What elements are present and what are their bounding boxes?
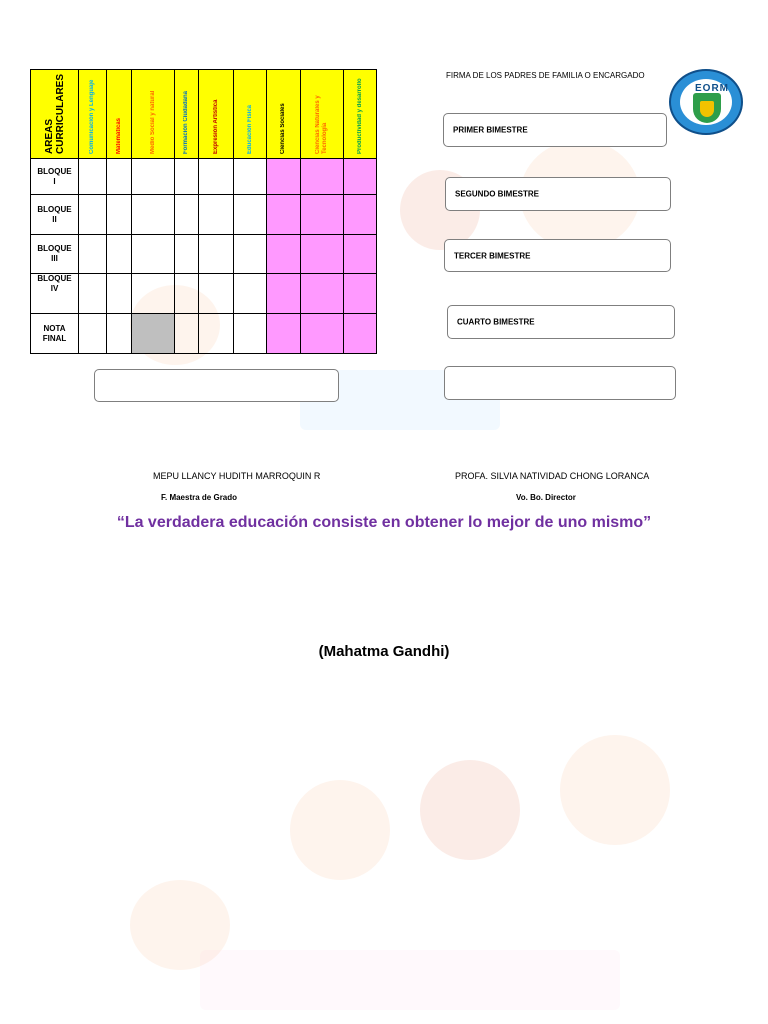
grade-cell[interactable] <box>344 159 377 195</box>
director-role: Vo. Bo. Director <box>516 493 576 502</box>
areas-header-cell <box>31 70 79 159</box>
bimestre-label: TERCER BIMESTRE <box>454 251 531 260</box>
table-row <box>31 195 377 235</box>
grade-cell[interactable] <box>301 159 344 195</box>
segundo-bimestre-box[interactable] <box>445 177 671 211</box>
grade-cell[interactable] <box>234 235 267 274</box>
grade-cell[interactable] <box>79 195 107 235</box>
cuarto-bimestre-box[interactable] <box>447 305 675 339</box>
school-seal <box>669 69 743 135</box>
subject-header-cell <box>301 70 344 159</box>
subject-label: Formación Ciudadana <box>183 90 189 154</box>
grade-cell[interactable] <box>344 235 377 274</box>
watermark-child-face <box>290 780 390 880</box>
bimestre-label: CUARTO BIMESTRE <box>457 317 535 327</box>
bimestre-label: SEGUNDO BIMESTRE <box>455 189 540 199</box>
subject-header-cell <box>267 70 301 159</box>
grade-cell[interactable] <box>234 314 267 354</box>
grades-table <box>30 69 377 354</box>
grade-cell[interactable] <box>107 274 132 314</box>
grade-cell[interactable] <box>175 195 199 235</box>
subject-header-cell <box>132 70 175 159</box>
subject-header-cell <box>199 70 234 159</box>
signatures-heading: FIRMA DE LOS PADRES DE FAMILIA O ENCARGADO <box>446 71 645 80</box>
seal-text: EORM <box>695 83 729 94</box>
grade-cell[interactable] <box>132 195 175 235</box>
grade-cell-disabled <box>132 314 175 354</box>
table-row <box>31 159 377 195</box>
teacher-signature-box[interactable] <box>94 369 339 402</box>
grade-cell[interactable] <box>107 314 132 354</box>
row-label-bloque-1: BLOQUE I <box>31 159 79 195</box>
grade-cell[interactable] <box>175 274 199 314</box>
grade-cell[interactable] <box>267 159 301 195</box>
subject-label: Ciencias Naturales y Tecnología <box>315 95 328 154</box>
bimestre-label: PRIMER BIMESTRE <box>453 125 528 135</box>
subject-header-cell <box>107 70 132 159</box>
grade-cell[interactable] <box>175 314 199 354</box>
grade-cell[interactable] <box>79 274 107 314</box>
subject-label: Medio Social y natural <box>149 90 156 154</box>
grade-cell[interactable] <box>132 159 175 195</box>
grade-cell[interactable] <box>301 274 344 314</box>
grade-cell[interactable] <box>79 159 107 195</box>
subject-label: Comunicación y Lenguaje <box>89 79 95 154</box>
watermark-book <box>200 950 620 1010</box>
watermark-child-face <box>560 735 670 845</box>
grade-cell[interactable] <box>267 195 301 235</box>
grade-cell[interactable] <box>267 235 301 274</box>
table-row <box>31 235 377 274</box>
teacher-role: F. Maestra de Grado <box>161 493 238 502</box>
grade-cell[interactable] <box>199 314 234 354</box>
flame-icon <box>700 101 714 117</box>
grade-cell[interactable] <box>267 274 301 314</box>
grade-cell[interactable] <box>199 235 234 274</box>
grade-cell[interactable] <box>132 274 175 314</box>
grade-cell[interactable] <box>301 314 344 354</box>
subject-header-cell <box>234 70 267 159</box>
grade-cell[interactable] <box>234 274 267 314</box>
areas-curriculares-label: AREAS CURRICULARES <box>43 74 66 154</box>
grade-cell[interactable] <box>132 235 175 274</box>
grade-cell[interactable] <box>344 314 377 354</box>
table-row <box>31 314 377 354</box>
subject-label: Matemáticas <box>115 117 122 154</box>
grade-cell[interactable] <box>79 314 107 354</box>
subject-label: Ciencias Sociales <box>280 103 286 154</box>
primer-bimestre-box[interactable] <box>443 113 667 147</box>
grade-cell[interactable] <box>175 159 199 195</box>
grade-cell[interactable] <box>199 195 234 235</box>
row-label-bloque-3: BLOQUE III <box>31 235 79 274</box>
grade-cell[interactable] <box>234 195 267 235</box>
grade-cell[interactable] <box>301 195 344 235</box>
teacher-name: MEPU LLANCY HUDITH MARROQUIN R <box>153 471 321 481</box>
quote-author: (Mahatma Gandhi) <box>318 643 450 660</box>
director-name: PROFA. SILVIA NATIVIDAD CHONG LORANCA <box>455 471 650 481</box>
grade-cell[interactable] <box>344 274 377 314</box>
grade-cell[interactable] <box>175 235 199 274</box>
grade-cell[interactable] <box>199 274 234 314</box>
subject-header-cell <box>344 70 377 159</box>
row-label-bloque-2: BLOQUE II <box>31 195 79 235</box>
watermark-child-hair <box>420 760 520 860</box>
grade-cell[interactable] <box>344 195 377 235</box>
subject-label: Expresión Artística <box>212 99 219 154</box>
subject-label: Educación Física <box>246 104 253 154</box>
grade-cell[interactable] <box>267 314 301 354</box>
grade-cell[interactable] <box>301 235 344 274</box>
quote: “La verdadera educación consiste en obtener lo mejor de uno mismo” <box>116 514 652 531</box>
subject-label: Productividad y desarrollo <box>356 78 363 154</box>
grade-cell[interactable] <box>234 159 267 195</box>
table-row <box>31 274 377 314</box>
subject-header-cell <box>175 70 199 159</box>
subjects-header-row <box>31 70 377 159</box>
grade-cell[interactable] <box>107 195 132 235</box>
grade-cell[interactable] <box>79 235 107 274</box>
row-label-nota-final: NOTA FINAL <box>31 314 79 354</box>
grade-cell[interactable] <box>107 235 132 274</box>
final-signature-box[interactable] <box>444 366 676 400</box>
tercer-bimestre-box[interactable] <box>444 239 671 272</box>
subject-header-cell <box>79 70 107 159</box>
grade-cell[interactable] <box>199 159 234 195</box>
grade-cell[interactable] <box>107 159 132 195</box>
row-label-bloque-4: BLOQUE IV <box>31 274 79 314</box>
